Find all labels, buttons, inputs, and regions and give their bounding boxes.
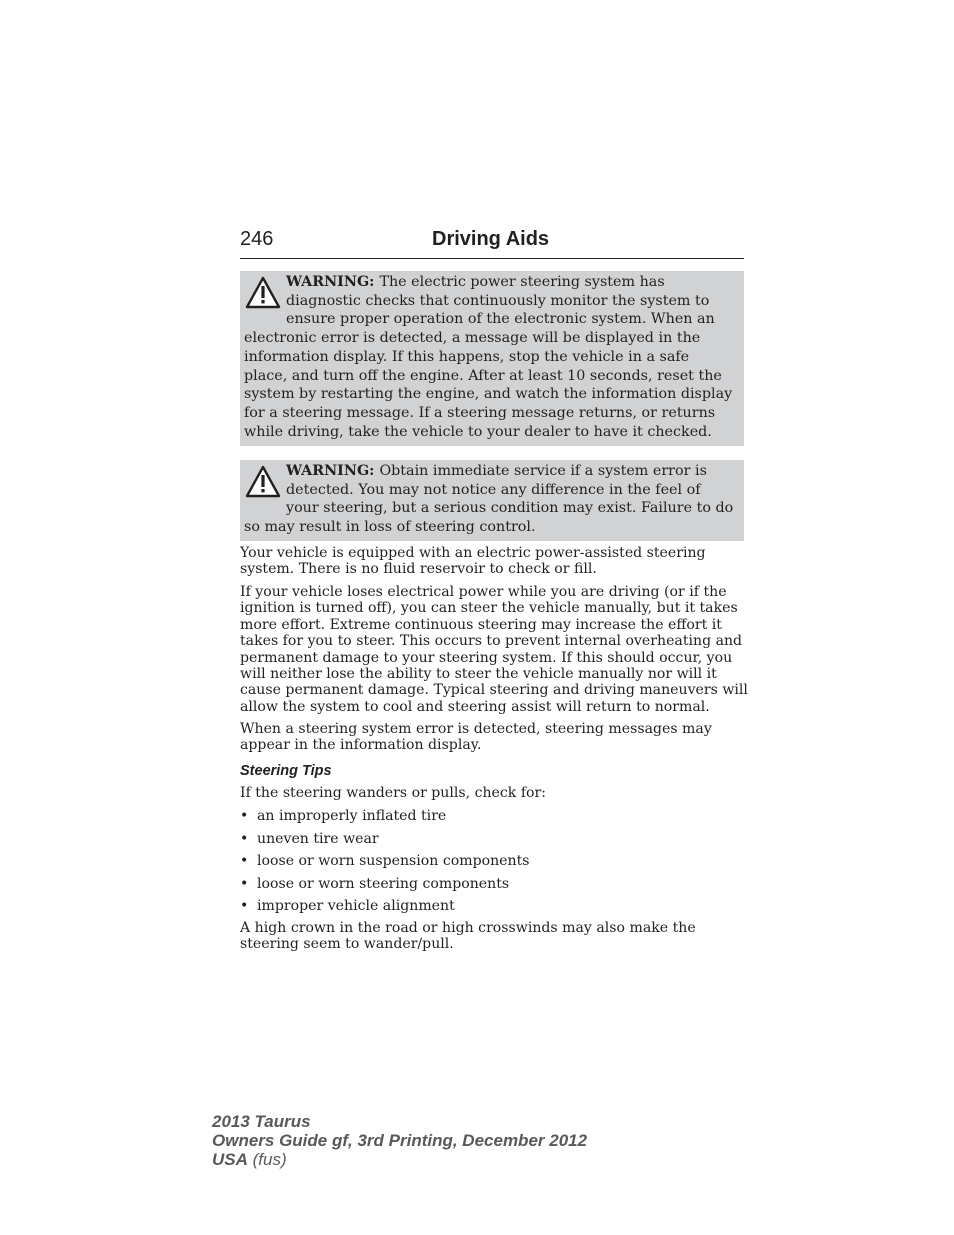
warning-box-2	[240, 460, 744, 541]
paragraph-power-steering: Your vehicle is equipped with an electric power-assisted steering system. There is no fluid reservoir to check or fill.	[240, 545, 706, 578]
warning-label: WARNING:	[286, 463, 375, 479]
steering-tips-intro: If the steering wanders or pulls, check for:	[240, 785, 547, 801]
bullet: •	[240, 875, 249, 892]
list-item: • loose or worn suspension components	[240, 853, 530, 870]
bullet: •	[240, 808, 249, 824]
footer-region-code: (fus)	[252, 1150, 287, 1169]
warning-triangle-icon	[244, 275, 282, 311]
warning-text: Obtain immediate service if a system error is detected. You may not notice any difference in the feel of your steering, but a serious condition may exist. Failure to do so may result in loss of steering control.	[244, 463, 734, 536]
paragraph-road-crown: A high crown in the road or high crosswinds may also make the steering seem to wander/pull.	[240, 920, 696, 953]
footer-guide: Owners Guide gf, 3rd Printing, December 2012	[212, 1131, 588, 1150]
bullet: •	[240, 830, 249, 847]
footer-region: USA	[212, 1150, 248, 1169]
list-item: • improper vehicle alignment	[240, 898, 455, 915]
page-number: 246	[240, 228, 274, 250]
bullet: •	[240, 898, 249, 915]
bullet: •	[240, 853, 249, 870]
warning-text: The electric power steering system has diagnostic checks that continuously monitor the system to ensure proper operation of the electronic system. When an electronic error is detected, a message will be displayed in the information display. If this happens, stop the vehicle in a safe place, and turn off the engine. After at least 10 seconds, reset the system by restarting the engine, and watch the information display for a steering message. If a steering message returns, or returns while driving, take the vehicle to your dealer to have it checked.	[244, 274, 733, 440]
page-header	[240, 228, 744, 259]
paragraph-error-messages: When a steering system error is detected, steering messages may appear in the information display.	[240, 721, 712, 754]
page-footer	[212, 1112, 587, 1169]
warning-triangle-icon	[244, 464, 282, 500]
section-title: Driving Aids	[432, 228, 550, 250]
list-item: • uneven tire wear	[240, 830, 379, 847]
steering-tips-heading: Steering Tips	[240, 763, 332, 779]
paragraph-power-loss: If your vehicle loses electrical power while you are driving (or if the ignition is turned off), you can steer the vehicle manually, but it takes more effort. Extreme continuous steering may increase the effort it takes for you to steer. This occurs to prevent internal overheating and permanent damage to your steering system. If this should occur, you will neither lose the ability to steer the vehicle manually nor will it cause permanent damage. Typical steering and driving maneuvers will allow the system to cool and steering assist will return to normal.	[240, 584, 748, 715]
list-item: • an improperly inflated tire	[240, 808, 447, 824]
list-item: • loose or worn steering components	[240, 875, 510, 892]
warning-label: WARNING:	[286, 274, 375, 290]
steering-tips-list	[240, 808, 740, 921]
footer-model: 2013 Taurus	[212, 1112, 311, 1131]
warning-box-1	[240, 271, 744, 446]
